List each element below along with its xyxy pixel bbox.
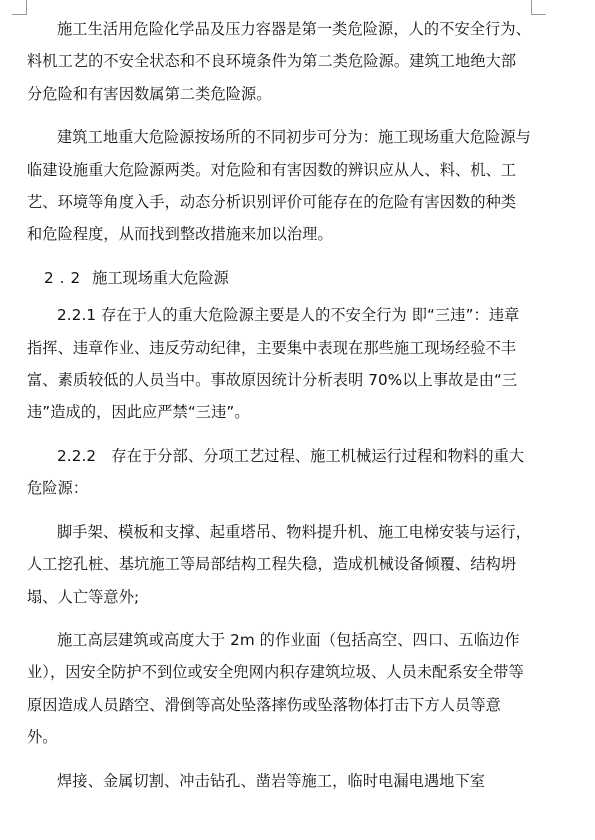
- document-body: [27, 13, 531, 808]
- section-number: 2.2: [44, 268, 87, 287]
- paragraph-site-hazard-division: 建筑工地重大危险源按场所的不同初步可分为：施工现场重大危险源与临建设施重大危险源两类。对危险和有害因数的辨识应从人、料、机、工艺、环境等角度入手，动态分析识别评价可能存在的危险有害因数的种类和危险程度，从而找到整改措施来加以治理。: [27, 128, 531, 244]
- paragraph-structural-hazards: 脚手架、模板和支撑、起重塔吊、物料提升机、施工电梯安装与运行，人工挖孔桩、基坑施工等局部结构工程失稳，造成机械设备倾覆、结构坍塌、人亡等意外;: [27, 522, 531, 606]
- paragraph-hazard-classes: 施工生活用危险化学品及压力容器是第一类危险源，人的不安全行为、料机工艺的不安全状态和不良环境条件为第二类危险源。建筑工地绝大部分危险和有害因数属第二类危险源。: [27, 20, 531, 103]
- paragraph-human-hazards: 2.2.1 存在于人的重大危险源主要是人的不安全行为 即“三违”：违章指挥、违章作业、违反劳动纪律，主要集中表现在那些施工现场经验不丰富、素质较低的人员当中。事故原因统计分析表明 70%以上事故是由“三违”造成的，因此应严禁“三违”。: [27, 306, 520, 422]
- page-corner-mark-right: [531, 0, 546, 15]
- section-title: 施工现场重大危险源: [92, 268, 229, 287]
- page-corner-mark-left: [12, 0, 27, 15]
- paragraph-welding-hazards: 焊接、金属切割、冲击钻孔、凿岩等施工，临时电漏电遇地下室: [57, 771, 486, 790]
- paragraph-process-hazards-intro: 2.2.2 存在于分部、分项工艺过程、施工机械运行过程和物料的重大危险源：: [27, 446, 525, 498]
- paragraph-height-work-hazards: 施工高层建筑或高度大于 2m 的作业面（包括高空、四口、五临边作业），因安全防护不到位或安全兜网内积存建筑垃圾、人员未配系安全带等原因造成人员踏空、滑倒等高处坠落摔伤或坠落物体打击下方人员等意外。: [27, 630, 524, 747]
- section-heading: [27, 262, 531, 294]
